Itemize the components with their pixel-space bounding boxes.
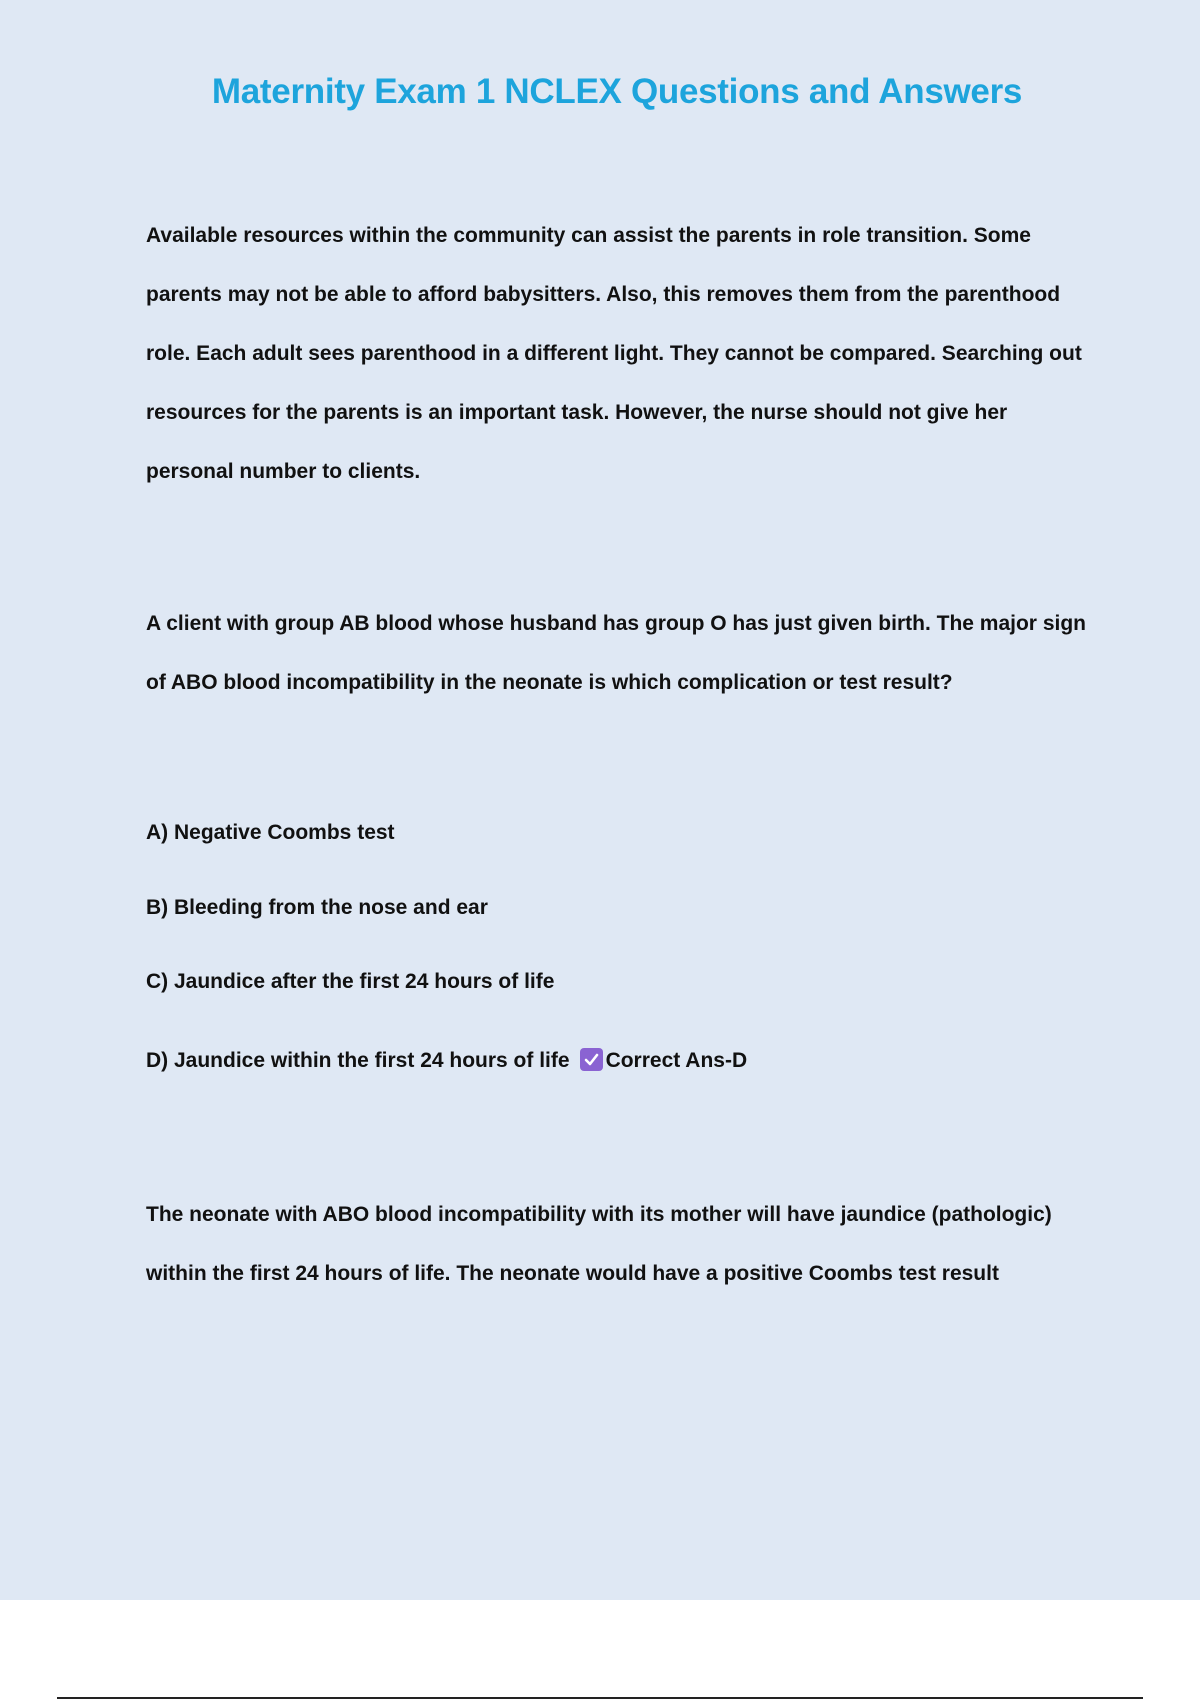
correct-answer-label: Correct Ans-D xyxy=(605,1049,748,1072)
option-c: C) Jaundice after the first 24 hours of life xyxy=(146,970,555,993)
answer-explanation: The neonate with ABO blood incompatibility with its mother will have jaundice (pathologic) within the first 24 hours of life. The neonate would have a positive Coombs test result xyxy=(146,1203,1052,1285)
option-b: B) Bleeding from the nose and ear xyxy=(146,896,488,919)
check-box-icon xyxy=(580,1048,603,1071)
footer-divider xyxy=(57,1697,1143,1699)
option-d-text: D) Jaundice within the first 24 hours of life xyxy=(146,1049,570,1072)
question-text: A client with group AB blood whose husband has group O has just given birth. The major sign of ABO blood incompatibility in the neonate is which complication or test result? xyxy=(146,612,1086,694)
option-a: A) Negative Coombs test xyxy=(146,821,395,844)
option-d xyxy=(146,1046,747,1076)
document-title: Maternity Exam 1 NCLEX Questions and Answers xyxy=(211,72,1023,111)
explanation-paragraph: Available resources within the community can assist the parents in role transition. Some parents may not be able to afford babysitters. Also, this removes them from the parenthood role. Each adult sees parenthood in a different light. They cannot be compared. Searching out resources for the parents is an important task. However, the nurse should not give her personal number to clients. xyxy=(146,224,1082,483)
